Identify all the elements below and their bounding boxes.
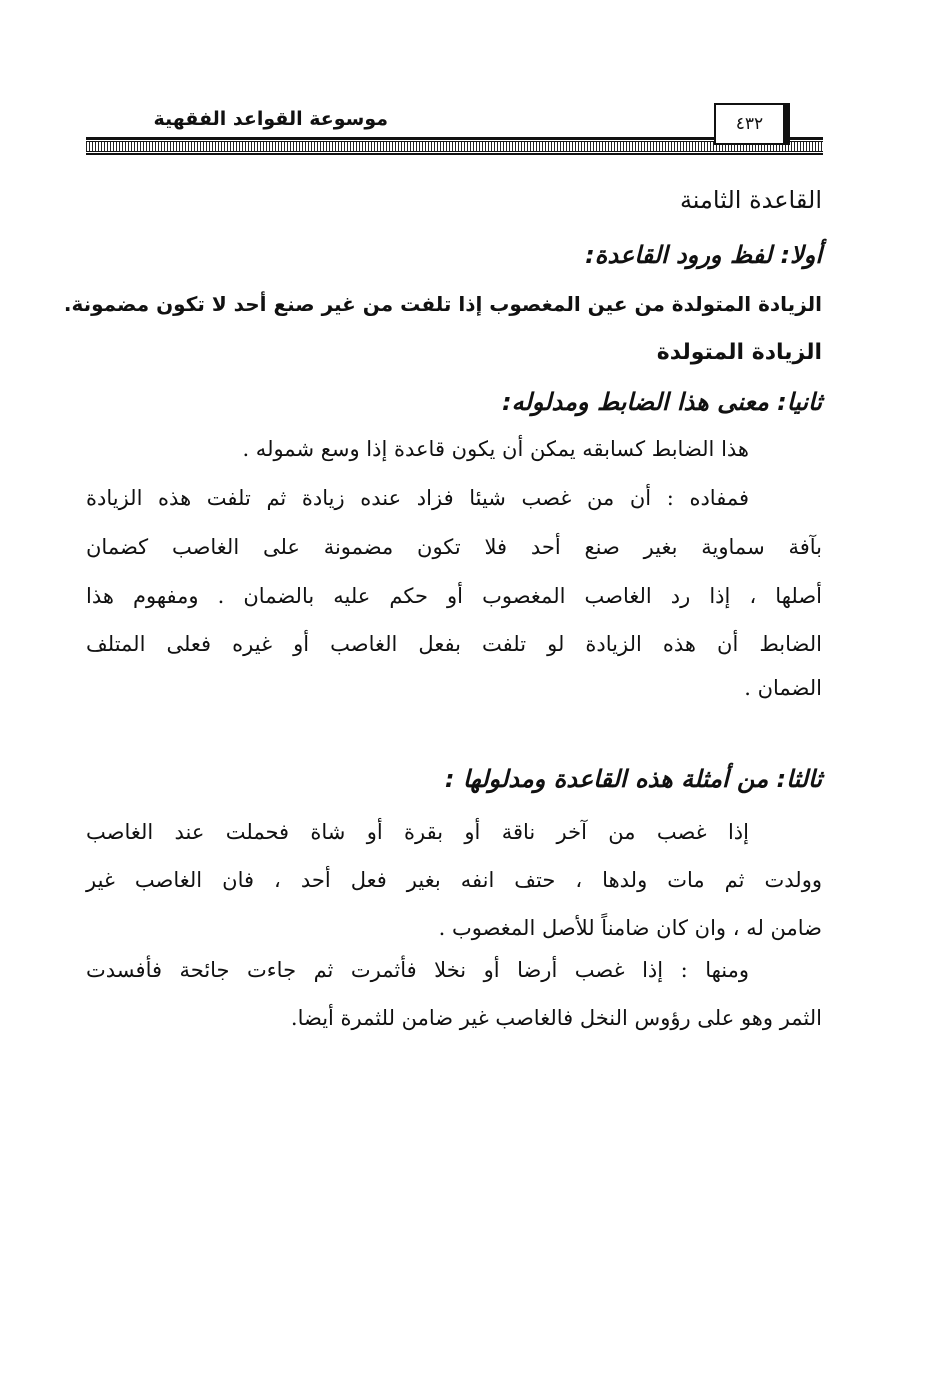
page-number-box bbox=[714, 103, 790, 145]
meaning-line: بآفة سماوية بغير صنع أحد فلا تكون مضمونة على الغاصب كضمان bbox=[86, 535, 822, 559]
rule-statement: الزيادة المتولدة من عين المغصوب إذا تلفت من غير صنع أحد لا تكون مضمونة. bbox=[63, 292, 822, 316]
section-heading-wording: أولا: لفظ ورود القاعدة: bbox=[585, 241, 822, 269]
page-number: ٤٣٢ bbox=[735, 114, 764, 134]
meaning-line: الضمان . bbox=[744, 676, 822, 700]
header-rule-top bbox=[86, 137, 823, 140]
example-line: ضامن له ، وان كان ضامناً للأصل المغصوب . bbox=[438, 916, 822, 940]
book-title: موسوعة القواعد الفقهية bbox=[153, 108, 388, 130]
example-line: ومنها : إذا غصب أرضا أو نخلا فأثمرت ثم جاءت جائحة فأفسدت bbox=[86, 958, 749, 982]
rule-title: القاعدة الثامنة bbox=[679, 186, 822, 214]
meaning-line: هذا الضابط كسابقه يمكن أن يكون قاعدة إذا وسع شموله . bbox=[242, 437, 749, 461]
rule-keyword: الزيادة المتولدة bbox=[656, 340, 822, 365]
example-line: إذا غصب من آخر ناقة أو بقرة أو شاة فحملت عند الغاصب bbox=[86, 820, 749, 844]
section-heading-examples: ثالثا: من أمثلة هذه القاعدة ومدلولها : bbox=[444, 765, 822, 793]
meaning-line: الضابط أن هذه الزيادة لو تلفت بفعل الغاصب أو غيره فعلى المتلف bbox=[86, 632, 822, 656]
header-rule-hatched bbox=[86, 141, 823, 152]
section-heading-meaning: ثانيا: معنى هذا الضابط ومدلوله: bbox=[502, 388, 822, 416]
meaning-line: فمفاده : أن من غصب شيئا فزاد عنده زيادة ثم تلفت هذه الزيادة bbox=[86, 486, 749, 510]
example-line: الثمر وهو على رؤوس النخل فالغاصب غير ضامن للثمرة أيضا. bbox=[290, 1006, 822, 1030]
meaning-line: أصلها ، إذا رد الغاصب المغصوب أو حكم عليه بالضمان . ومفهوم هذا bbox=[86, 584, 822, 608]
header-rule-bottom bbox=[86, 153, 823, 155]
example-line: وولدت ثم مات ولدها ، حتف انفه بغير فعل أحد ، فان الغاصب غير bbox=[86, 868, 822, 892]
